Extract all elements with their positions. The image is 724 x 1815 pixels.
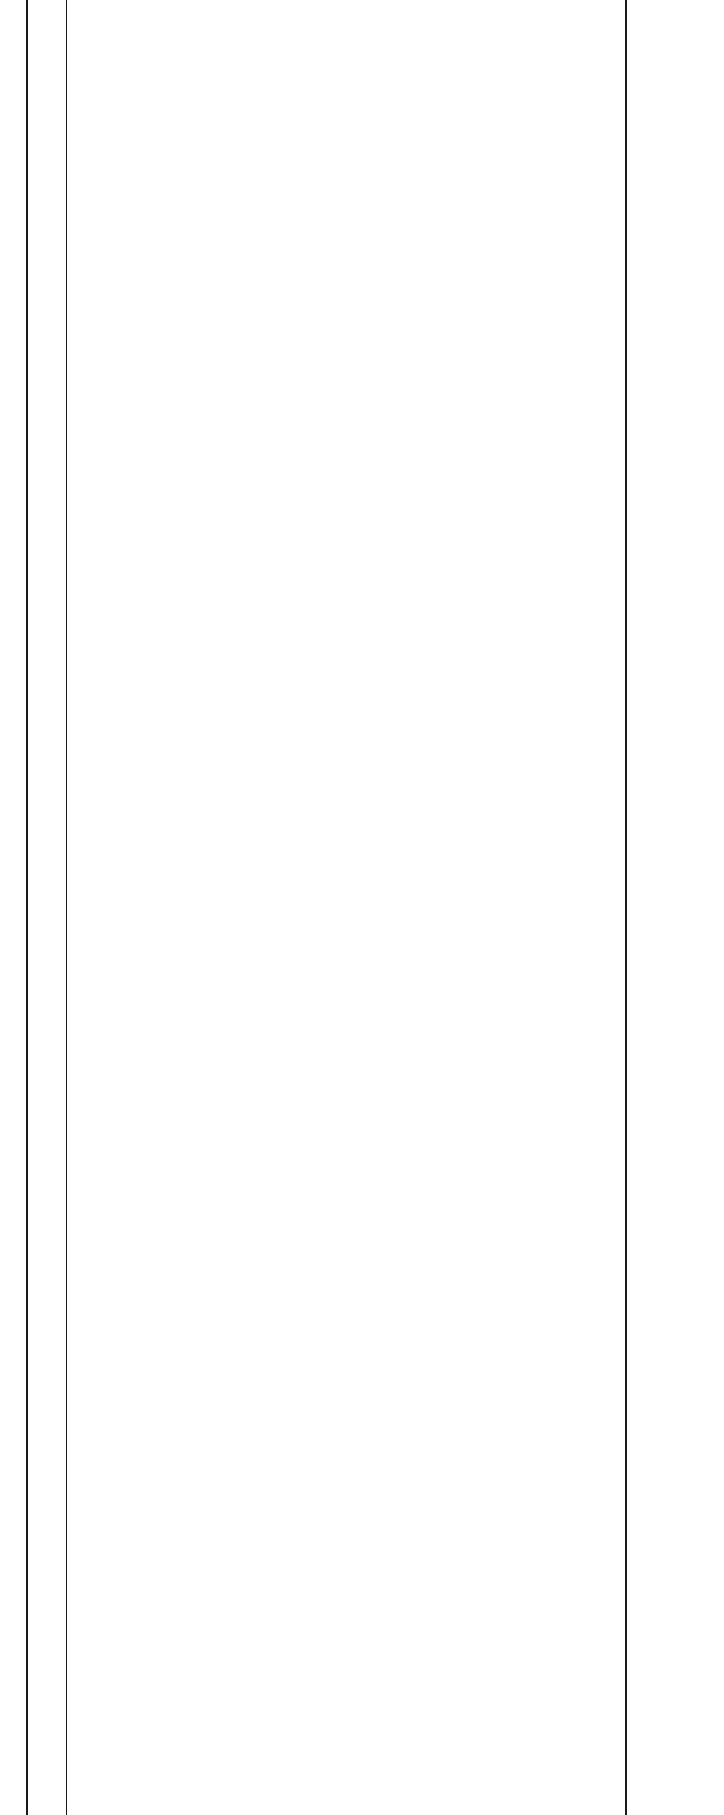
table-title: [0, 1799, 21, 1809]
bottom-rule: [625, 0, 627, 1815]
header-rule: [66, 0, 67, 1815]
top-rule: [26, 0, 28, 1815]
